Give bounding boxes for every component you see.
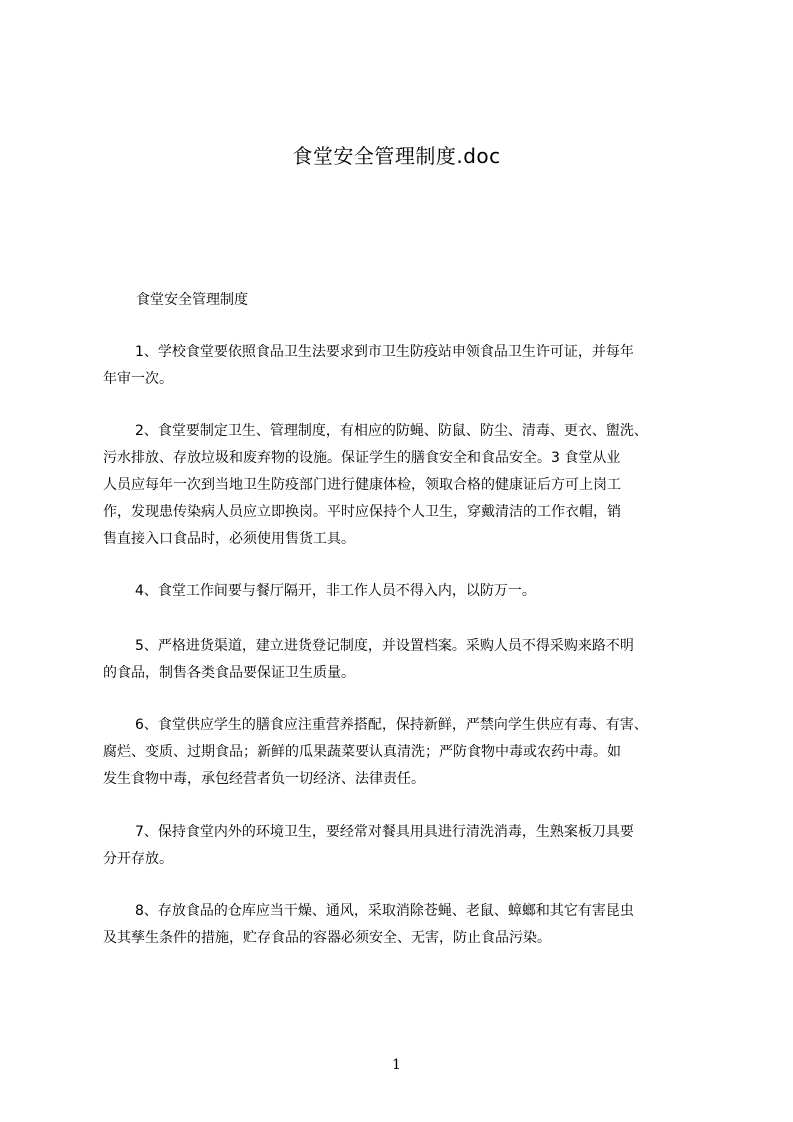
page-number: 1: [392, 1057, 401, 1073]
paragraph-line: 2、食堂要制定卫生、管理制度，有相应的防蝇、防鼠、防尘、清毒、更衣、盥洗、: [135, 423, 648, 439]
paragraph-1: [103, 339, 723, 393]
paragraph-line: 腐烂、变质、过期食品；新鲜的瓜果蔬菜要认真清洗；严防食物中毒或农药中毒。如: [103, 744, 621, 760]
paragraph-line: 售直接入口食品时，必须使用售货工具。: [103, 531, 355, 547]
paragraph-line: 人员应每年一次到当地卫生防疫部门进行健康体检，领取合格的健康证后方可上岗工: [103, 477, 621, 493]
document-subtitle: 食堂安全管理制度: [136, 292, 248, 308]
paragraph-7: [103, 898, 723, 952]
paragraph-line: 污水排放、存放垃圾和废弃物的设施。保证学生的膳食安全和食品安全。3 食堂从业: [103, 450, 621, 466]
paragraph-line: 年审一次。: [103, 371, 173, 387]
paragraph-2: [103, 418, 723, 553]
paragraph-5: [103, 712, 723, 793]
document-title: 食堂安全管理制度.doc: [292, 144, 501, 168]
paragraph-line: 的食品，制售各类食品要保证卫生质量。: [103, 665, 355, 681]
paragraph-line: 4、食堂工作间要与餐厅隔开，非工作人员不得入内，以防万一。: [135, 583, 536, 599]
paragraph-line: 作，发现患传染病人员应立即换岗。平时应保持个人卫生，穿戴清洁的工作衣帽，销: [103, 504, 621, 520]
paragraph-line: 6、食堂供应学生的膳食应注重营养搭配，保持新鲜，严禁向学生供应有毒、有害、: [135, 717, 648, 733]
paragraph-line: 及其孳生条件的措施，贮存食品的容器必须安全、无害，防止食品污染。: [103, 930, 551, 946]
paragraph-3: [103, 578, 723, 605]
paragraph-line: 1、学校食堂要依照食品卫生法要求到市卫生防疫站申领食品卫生许可证，并每年: [135, 344, 634, 360]
paragraph-line: 7、保持食堂内外的环境卫生，要经常对餐具用具进行清洗消毒，生熟案板刀具要: [135, 824, 634, 840]
paragraph-6: [103, 819, 723, 873]
paragraph-line: 5、严格进货渠道，建立进货登记制度，并设置档案。采购人员不得采购来路不明: [135, 638, 634, 654]
paragraph-line: 发生食物中毒，承包经营者负一切经济、法律责任。: [103, 771, 425, 787]
paragraph-line: 分开存放。: [103, 851, 173, 867]
paragraph-4: [103, 633, 723, 687]
paragraph-line: 8、存放食品的仓库应当干燥、通风，采取消除苍蝇、老鼠、蟑螂和其它有害昆虫: [135, 903, 634, 919]
